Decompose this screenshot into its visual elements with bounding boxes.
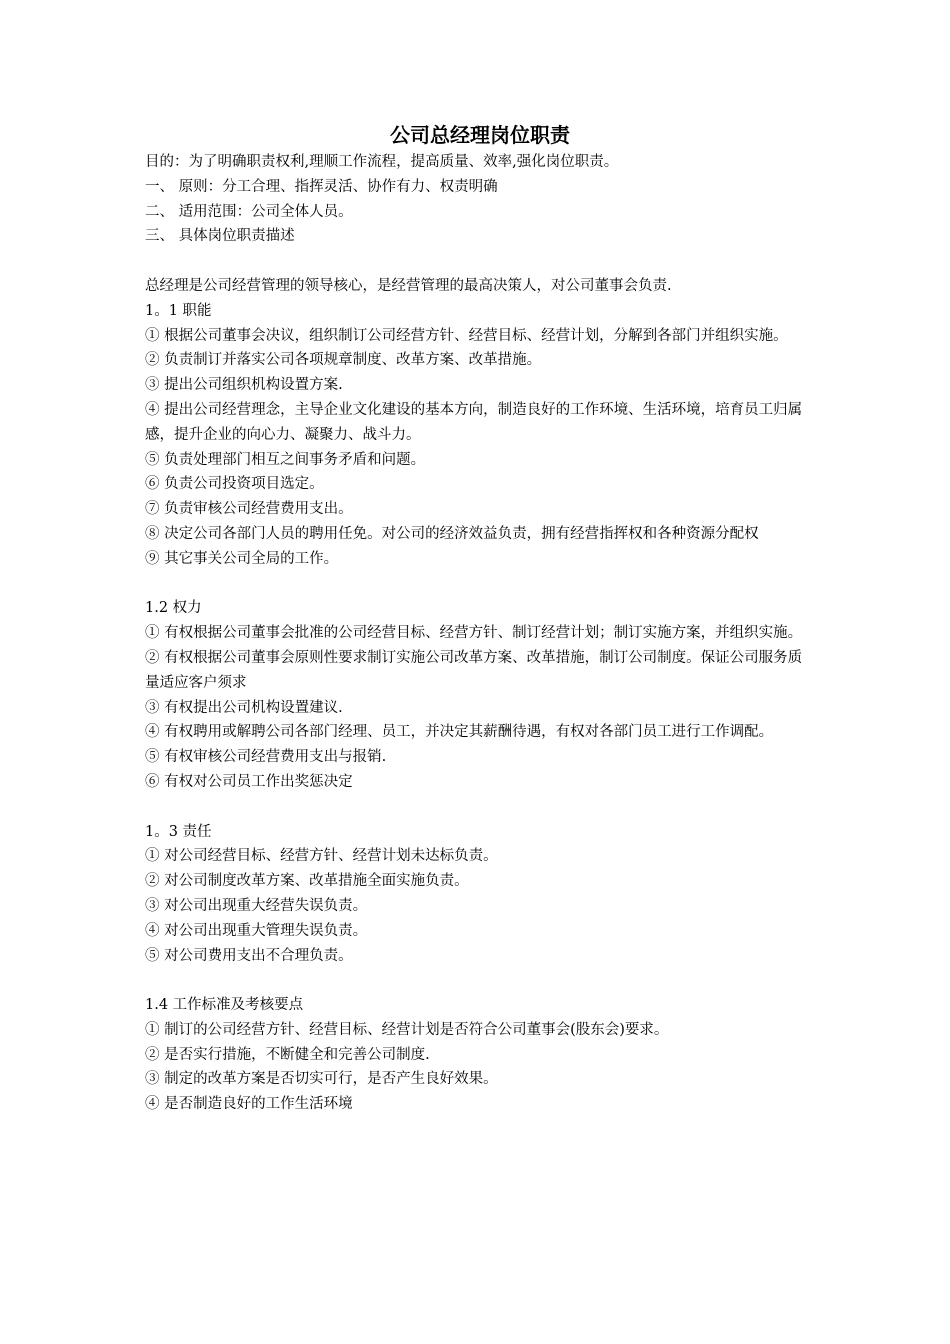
purpose-line: 目的：为了明确职责权利,理顺工作流程，提高质量、效率,强化岗位职责。 — [145, 154, 619, 170]
section-heading-responsibilities: 1。3 责任 — [145, 823, 212, 840]
summary-paragraph: 总经理是公司经营管理的领导核心，是经营管理的最高决策人，对公司董事会负责. — [145, 277, 672, 294]
spacer — [145, 968, 815, 993]
list-item: ③ 制定的改革方案是否切实可行，是否产生良好效果。 — [145, 1071, 498, 1088]
list-item: ⑤ 对公司费用支出不合理负责。 — [145, 947, 353, 964]
list-item: ⑧ 决定公司各部门人员的聘用任免。对公司的经济效益负责，拥有经营指挥权和各种资源分配权 — [145, 525, 759, 542]
spacer — [145, 795, 815, 820]
list-item: ② 负责制订并落实公司各项规章制度、改革方案、改革措施。 — [145, 352, 542, 369]
list-item: ① 有权根据公司董事会批准的公司经营目标、经营方针、制订经营计划；制订实施方案，并组织实施。 — [145, 625, 803, 642]
list-item: ② 对公司制度改革方案、改革措施全面实施负责。 — [145, 873, 469, 890]
list-item: ④ 提出公司经营理念，主导企业文化建设的基本方向，制造良好的工作环境、生活环境，培育员工归属感，提升企业的向心力、凝聚力、战斗力。 — [145, 401, 803, 443]
list-item: ③ 有权提出公司机构设置建议. — [145, 699, 343, 716]
description-heading: 三、 具体岗位职责描述 — [145, 228, 295, 245]
spacer — [145, 572, 815, 597]
list-item: ③ 对公司出现重大经营失误负责。 — [145, 897, 368, 914]
scope-line: 二、 适用范围：公司全体人员。 — [145, 203, 353, 220]
list-item: ⑦ 负责审核公司经营费用支出。 — [145, 501, 353, 518]
list-item: ⑨ 其它事关公司全局的工作。 — [145, 550, 339, 567]
list-item: ⑥ 负责公司投资项目选定。 — [145, 476, 324, 493]
list-item: ④ 是否制造良好的工作生活环境 — [145, 1096, 353, 1113]
list-item: ② 是否实行措施，不断健全和完善公司制度. — [145, 1046, 430, 1063]
list-item: ① 制订的公司经营方针、经营目标、经营计划是否符合公司董事会(股东会)要求。 — [145, 1021, 669, 1038]
list-item: ③ 提出公司组织机构设置方案. — [145, 377, 343, 394]
section-heading-standards: 1.4 工作标准及考核要点 — [145, 997, 304, 1014]
document-title: 公司总经理岗位职责 — [390, 123, 570, 147]
spacer — [145, 249, 815, 274]
list-item: ④ 有权聘用或解聘公司各部门经理、员工，并决定其薪酬待遇，有权对各部门员工进行工作调配。 — [145, 724, 774, 741]
section-heading-powers: 1.2 权力 — [145, 600, 202, 617]
document-page — [145, 120, 815, 1117]
list-item: ① 对公司经营目标、经营方针、经营计划未达标负责。 — [145, 848, 498, 865]
list-item: ② 有权根据公司董事会原则性要求制订实施公司改革方案、改革措施，制订公司制度。保证公司服务质量适应客户须求 — [145, 649, 803, 691]
list-item: ① 根据公司董事会决议，组织制订公司经营方针、经营目标、经营计划，分解到各部门并组织实施。 — [145, 327, 788, 344]
list-item: ④ 对公司出现重大管理失误负责。 — [145, 922, 368, 939]
list-item: ⑤ 有权审核公司经营费用支出与报销. — [145, 749, 387, 766]
section-heading-functions: 1。1 职能 — [145, 302, 212, 319]
list-item: ⑥ 有权对公司员工作出奖惩决定 — [145, 773, 353, 790]
list-item: ⑤ 负责处理部门相互之间事务矛盾和问题。 — [145, 451, 426, 468]
principle-line: 一、 原则：分工合理、指挥灵活、协作有力、权责明确 — [145, 178, 498, 195]
